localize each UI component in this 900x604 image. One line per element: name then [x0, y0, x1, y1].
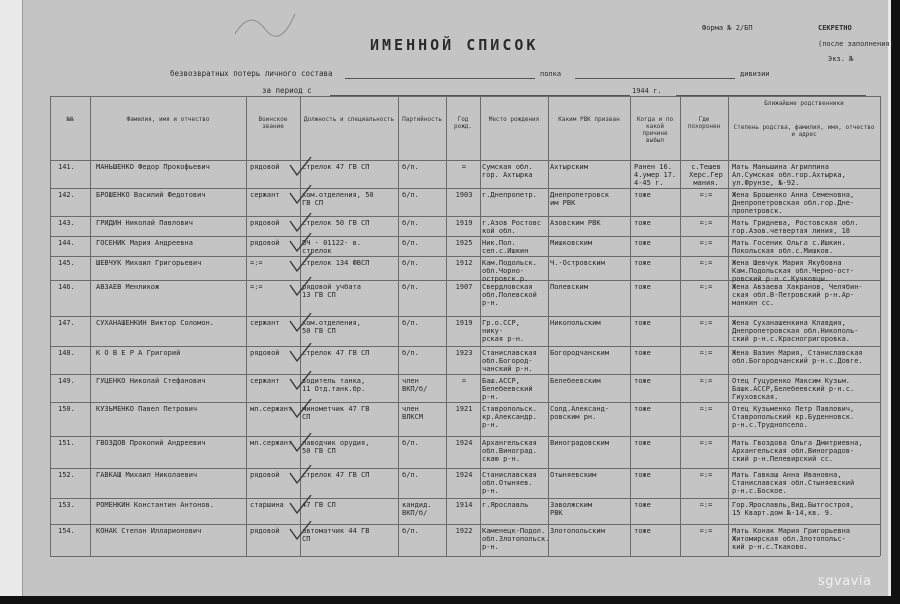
party-membership: б/п. [402, 439, 419, 447]
soldier-rank: рядовой [250, 349, 280, 357]
col-header-where: Где похоронен [687, 116, 721, 130]
soldier-name: ГАВКАШ Михаил Николаевич [96, 471, 198, 479]
draft-office: Солд.Александ- ровским рн. [550, 405, 610, 421]
col-header-born: Место рождения [488, 116, 540, 123]
polka-label: полка [540, 70, 562, 78]
table-row [50, 317, 880, 347]
loss-date: тоже [634, 405, 651, 413]
subtitle-underline [345, 78, 535, 79]
party-membership: член ВКП/б/ [402, 377, 428, 393]
burial-place: =:= [699, 319, 713, 327]
col-header-num: №№ [66, 116, 74, 123]
table-row [50, 347, 880, 377]
birth-year: 1919 [455, 319, 473, 327]
check-mark-icon [286, 341, 314, 365]
birth-place: Свердловская обл.Полевской р-н. [482, 283, 537, 307]
draft-office: Заволжским РВК [550, 501, 593, 517]
soldier-position: стрелок 47 ГВ СП [302, 163, 370, 171]
soldier-rank: сержант [250, 191, 280, 199]
check-mark-icon [286, 311, 314, 335]
check-mark-icon [286, 431, 314, 455]
loss-date: Ранен 16. 4.умер 17. 4-45 г. [634, 163, 677, 187]
soldier-rank: рядовой [250, 527, 280, 535]
burial-place: =:= [699, 377, 713, 385]
birth-year: = [461, 377, 467, 385]
birth-place: Станиславская обл.Отыняев. р-н. [482, 471, 537, 495]
party-membership: б/п. [402, 471, 419, 479]
binding-margin [0, 0, 23, 596]
next-of-kin: Жена Суханашенкина Клавдия, Днепропетровская обл.Никополь- ский р-н.с.Красногригоровка. [732, 319, 859, 343]
draft-office: Белебеевским [550, 377, 601, 385]
row-number: 143. [58, 219, 75, 227]
next-of-kin: Гор.Ярославль,Вид.Бытгостроя, 15 Кварт.дом №-14,кв. 9. [732, 501, 855, 517]
col-header-relatives-sub: Степень родства, фамилия, имя, отчество и адрес [733, 124, 875, 138]
soldier-position: стрелок 134 ФВСП [302, 259, 370, 267]
loss-date: тоже [634, 527, 651, 535]
birth-year: 1924 [455, 471, 473, 479]
check-mark-icon [286, 369, 314, 393]
birth-year: = [461, 163, 467, 171]
next-of-kin: Жена Авзаева Хакранов, Челябин- ская обл.В-Петровский р-н.Ар- манкин сс. [732, 283, 863, 307]
soldier-name: К О В Е Р А Григорий [96, 349, 181, 357]
soldier-name: АВЗАЕВ Менликож [96, 283, 160, 291]
loss-date: тоже [634, 439, 651, 447]
draft-office: Ч.-Островским [550, 259, 605, 267]
loss-date: тоже [634, 501, 651, 509]
burial-place: =:= [699, 191, 713, 199]
burial-place: =:= [699, 471, 713, 479]
draft-office: Азовским РВК [550, 219, 601, 227]
soldier-position: стрелок 47 ГВ СП [302, 349, 370, 357]
birth-year: 1925 [455, 239, 473, 247]
row-number: 152. [58, 471, 75, 479]
party-membership: кандид. ВКП/б/ [402, 501, 432, 517]
row-number: 141. [58, 163, 75, 171]
col-header-when: Когда и по какой причине выбыл [636, 116, 674, 144]
loss-date: тоже [634, 377, 651, 385]
birth-place: Станиславская обл.Богород- чанский р-н. [482, 349, 537, 373]
soldier-rank: старшина [250, 501, 284, 509]
burial-place: =:= [699, 219, 713, 227]
soldier-name: ГРИДИН Николай Павлович [96, 219, 193, 227]
soldier-name: СУХАНАШЕНКИН Виктор Соломон. [96, 319, 215, 327]
row-number: 145. [58, 259, 75, 267]
col-header-party: Партийность [402, 116, 442, 123]
party-membership: б/п. [402, 219, 419, 227]
birth-place: Гр.о.ССР, нику- рская р-н. [482, 319, 525, 343]
burial-place: =:= [699, 439, 713, 447]
row-number: 142. [58, 191, 75, 199]
soldier-name: ГВОЗДОВ Прокопий Андреевич [96, 439, 206, 447]
check-mark-icon [286, 493, 314, 517]
table-row [50, 281, 880, 311]
soldier-position: стрелок 50 ГВ СП [302, 219, 370, 227]
next-of-kin: Отец Кузьменко Петр Павлович, Ставропольский кр.Буденновск. р-н.с.Труднопсело. [732, 405, 855, 429]
period-year: 1944 г. [632, 87, 662, 95]
party-membership: б/п. [402, 283, 419, 291]
secret-note: (после заполнения) [818, 40, 894, 48]
burial-place: =:= [699, 283, 713, 291]
birth-place: г.Ярославль [482, 501, 529, 509]
next-of-kin: Жена Вазин Мария, Станиславская обл.Богородчанский р-н.с.Довге. [732, 349, 863, 365]
document-title: ИМЕННОЙ СПИСОК [370, 36, 539, 54]
next-of-kin: Жена Брошенко Анна Семеновна, Днепропетровская обл.гор.Дне- пропетровск. [732, 191, 855, 215]
burial-place: =:= [699, 259, 713, 267]
party-membership: б/п. [402, 527, 419, 535]
birth-place: Каменецк-Подол. обл.Злотопольск. р-н. [482, 527, 550, 551]
soldier-position: ком.отделения, 50 ГВ СП [302, 319, 362, 335]
row-number: 149. [58, 377, 75, 385]
copy-number: Экз. № [828, 55, 854, 63]
soldier-rank: рядовой [250, 219, 280, 227]
next-of-kin: Мать Гавкаш Анна Ивановна, Станиславская обл.Стыняевский р-н.с.Боское. [732, 471, 855, 495]
loss-date: тоже [634, 259, 651, 267]
birth-year: 1914 [455, 501, 473, 509]
birth-year: 1923 [455, 349, 473, 357]
table-row [50, 469, 880, 499]
draft-office: Отыняевским [550, 471, 597, 479]
check-mark-icon [286, 275, 314, 299]
soldier-rank: =:= [250, 283, 263, 291]
birth-year: 1921 [455, 405, 473, 413]
check-mark-icon [286, 251, 314, 275]
row-number: 147. [58, 319, 75, 327]
party-membership: б/п. [402, 349, 419, 357]
draft-office: Злотопольским [550, 527, 605, 535]
soldier-name: МАНЬШЕНКО Федор Прокофьевич [96, 163, 210, 171]
soldier-rank: рядовой [250, 471, 280, 479]
table-row [50, 161, 880, 191]
soldier-position: наводчик орудия, 50 ГВ СП [302, 439, 370, 455]
party-membership: б/п. [402, 163, 419, 171]
birth-place: Сумская обл. гор. Ахтырка [482, 163, 533, 179]
row-number: 148. [58, 349, 75, 357]
burial-place: =:= [699, 349, 713, 357]
soldier-position: 47 ГВ СП [302, 501, 336, 509]
draft-office: Мишковским [550, 239, 593, 247]
birth-place: Баш.АССР, Белебеевский р-н. [482, 377, 533, 401]
loss-date: тоже [634, 191, 651, 199]
draft-office: Никопольским [550, 319, 601, 327]
next-of-kin: Отец Гуцуренко Максим Кузьм. Башк.АССР,Белебеевский р-н.с. Гиуховская. [732, 377, 855, 401]
watermark-logo: sgvavia [818, 574, 872, 589]
check-mark-icon [286, 155, 314, 179]
stamp-mark [230, 4, 300, 44]
division-label: дивизии [740, 70, 770, 78]
form-number: Форма № 2/БП [702, 24, 753, 32]
soldier-position: водитель танка, 11 Отд.танк.бр. [302, 377, 366, 393]
party-membership: б/п. [402, 191, 419, 199]
draft-office: Богородчанским [550, 349, 610, 357]
soldier-rank: рядовой [250, 239, 280, 247]
draft-office: Полевским [550, 283, 588, 291]
birth-place: Ставропольск. кр.Александр. р-н. [482, 405, 537, 429]
loss-date: тоже [634, 219, 651, 227]
burial-place: =:= [699, 527, 713, 535]
soldier-rank: сержант [250, 319, 280, 327]
row-number: 153. [58, 501, 75, 509]
check-mark-icon [286, 183, 314, 207]
loss-date: тоже [634, 239, 651, 247]
soldier-rank: =:= [250, 259, 263, 267]
loss-date: тоже [634, 349, 651, 357]
next-of-kin: Мать Госеник Ольга с.Ишкин. Покольская обл.с.Мишков. [732, 239, 846, 255]
table-row [50, 189, 880, 219]
soldier-name: РОМЕНКИН Константин Антонов. [96, 501, 215, 509]
burial-place: =:= [699, 239, 713, 247]
draft-office: Днепропетровск им РВК [550, 191, 610, 207]
soldier-position: минометчик 47 ГВ СП [302, 405, 370, 421]
birth-place: г.Днепропетр. [482, 191, 537, 199]
row-number: 154. [58, 527, 75, 535]
next-of-kin: Мать Гриднева, Ростовская обл. гор.Азов.четвертая линия, 18 [732, 219, 859, 235]
table-row [50, 437, 880, 467]
soldier-position: ком.отделения, 50 ГВ СП [302, 191, 374, 207]
party-membership: член ВЛКСМ [402, 405, 424, 421]
loss-date: тоже [634, 319, 651, 327]
soldier-name: КУЗЬМЕНКО Павел Петрович [96, 405, 198, 413]
col-header-name: Фамилия, имя и отчество [126, 116, 210, 123]
soldier-position: автоматчик 44 ГВ СП [302, 527, 370, 543]
soldier-rank: рядовой [250, 163, 280, 171]
soldier-position: рядовой учбата 13 ГВ СП [302, 283, 362, 299]
table-row [50, 525, 880, 555]
birth-place: г.Азов Ростовс кой обл. [482, 219, 542, 235]
soldier-name: БРОШЕНКО Василий Федотович [96, 191, 206, 199]
burial-place: =:= [699, 405, 713, 413]
draft-office: Ахтырским [550, 163, 588, 171]
col-header-position: Должность и специальность [303, 116, 395, 123]
party-membership: б/п. [402, 319, 419, 327]
loss-date: тоже [634, 283, 651, 291]
period-label: за период с [262, 86, 312, 95]
row-number: 150. [58, 405, 75, 413]
soldier-rank: мл.сержант [250, 405, 293, 413]
soldier-position: стрелок 47 ГВ СП [302, 471, 370, 479]
birth-year: 1907 [455, 283, 473, 291]
birth-year: 1924 [455, 439, 473, 447]
soldier-position: ВЧ - 01122- в. стрелок [302, 239, 362, 255]
birth-place: Кам.Подольск. обл.Чорно- островск.р. [482, 259, 537, 283]
birth-place: Ник.Пол. сел.с.Ишкин [482, 239, 529, 255]
soldier-name: ШЕВЧУК Михаил Григорьевич [96, 259, 202, 267]
soldier-name: ГОСЕНИК Мария Андреевна [96, 239, 193, 247]
draft-office: Виноградовским [550, 439, 610, 447]
next-of-kin: Мать Конак Мария Григорьевна Житомирская обл.Злотопольс- кий р-н.с.Ткаково. [732, 527, 851, 551]
burial-place: =:= [699, 501, 713, 509]
next-of-kin: Жена Шевчук Мария Якубовна Кам.Подольская обл.Черно-ост- ровский р-н с.Кучковцы. [732, 259, 855, 283]
table-row [50, 403, 880, 433]
birth-year: 1922 [455, 527, 473, 535]
check-mark-icon [286, 463, 314, 487]
party-membership: б/п. [402, 239, 419, 247]
col-header-relatives: Ближайшие родственники [764, 100, 844, 107]
check-mark-icon [286, 519, 314, 543]
party-membership: б/п. [402, 259, 419, 267]
check-mark-icon [286, 397, 314, 421]
document-subtitle: безвозвратных потерь личного состава [170, 69, 333, 78]
soldier-name: КОНАК Степан Илларионович [96, 527, 202, 535]
col-header-rank: Воинское звание [258, 116, 288, 130]
polka-underline [575, 78, 735, 79]
birth-place: Архангельская обл.Виноград. скаю р-н. [482, 439, 537, 463]
next-of-kin: Мать Гвоздова Ольга Дмитриевна, Архангельская обл.Виноградов- ский р-н.Пелевирский сс. [732, 439, 863, 463]
birth-year: 1903 [455, 191, 473, 199]
birth-year: 1912 [455, 259, 473, 267]
birth-year: 1919 [455, 219, 473, 227]
soldier-name: ГУЦЕНКО Николай Стефанович [96, 377, 206, 385]
loss-date: тоже [634, 471, 651, 479]
next-of-kin: Мать Маньшина Агриппина Ал.Сумская обл.гор.Ахтырка, ул.Фрунзе, №-92. [732, 163, 846, 187]
soldier-rank: сержант [250, 377, 280, 385]
table-row [50, 375, 880, 405]
soldier-rank: мл.сержант [250, 439, 293, 447]
row-number: 144. [58, 239, 75, 247]
col-header-rvk: Каким РВК призван [558, 116, 620, 123]
row-number: 151. [58, 439, 75, 447]
row-number: 146. [58, 283, 75, 291]
burial-place: с.Тешев Херс.Гер мания. [689, 163, 723, 187]
secret-mark: СЕКРЕТНО [818, 24, 852, 32]
col-header-year: Год рожд. [453, 116, 473, 130]
